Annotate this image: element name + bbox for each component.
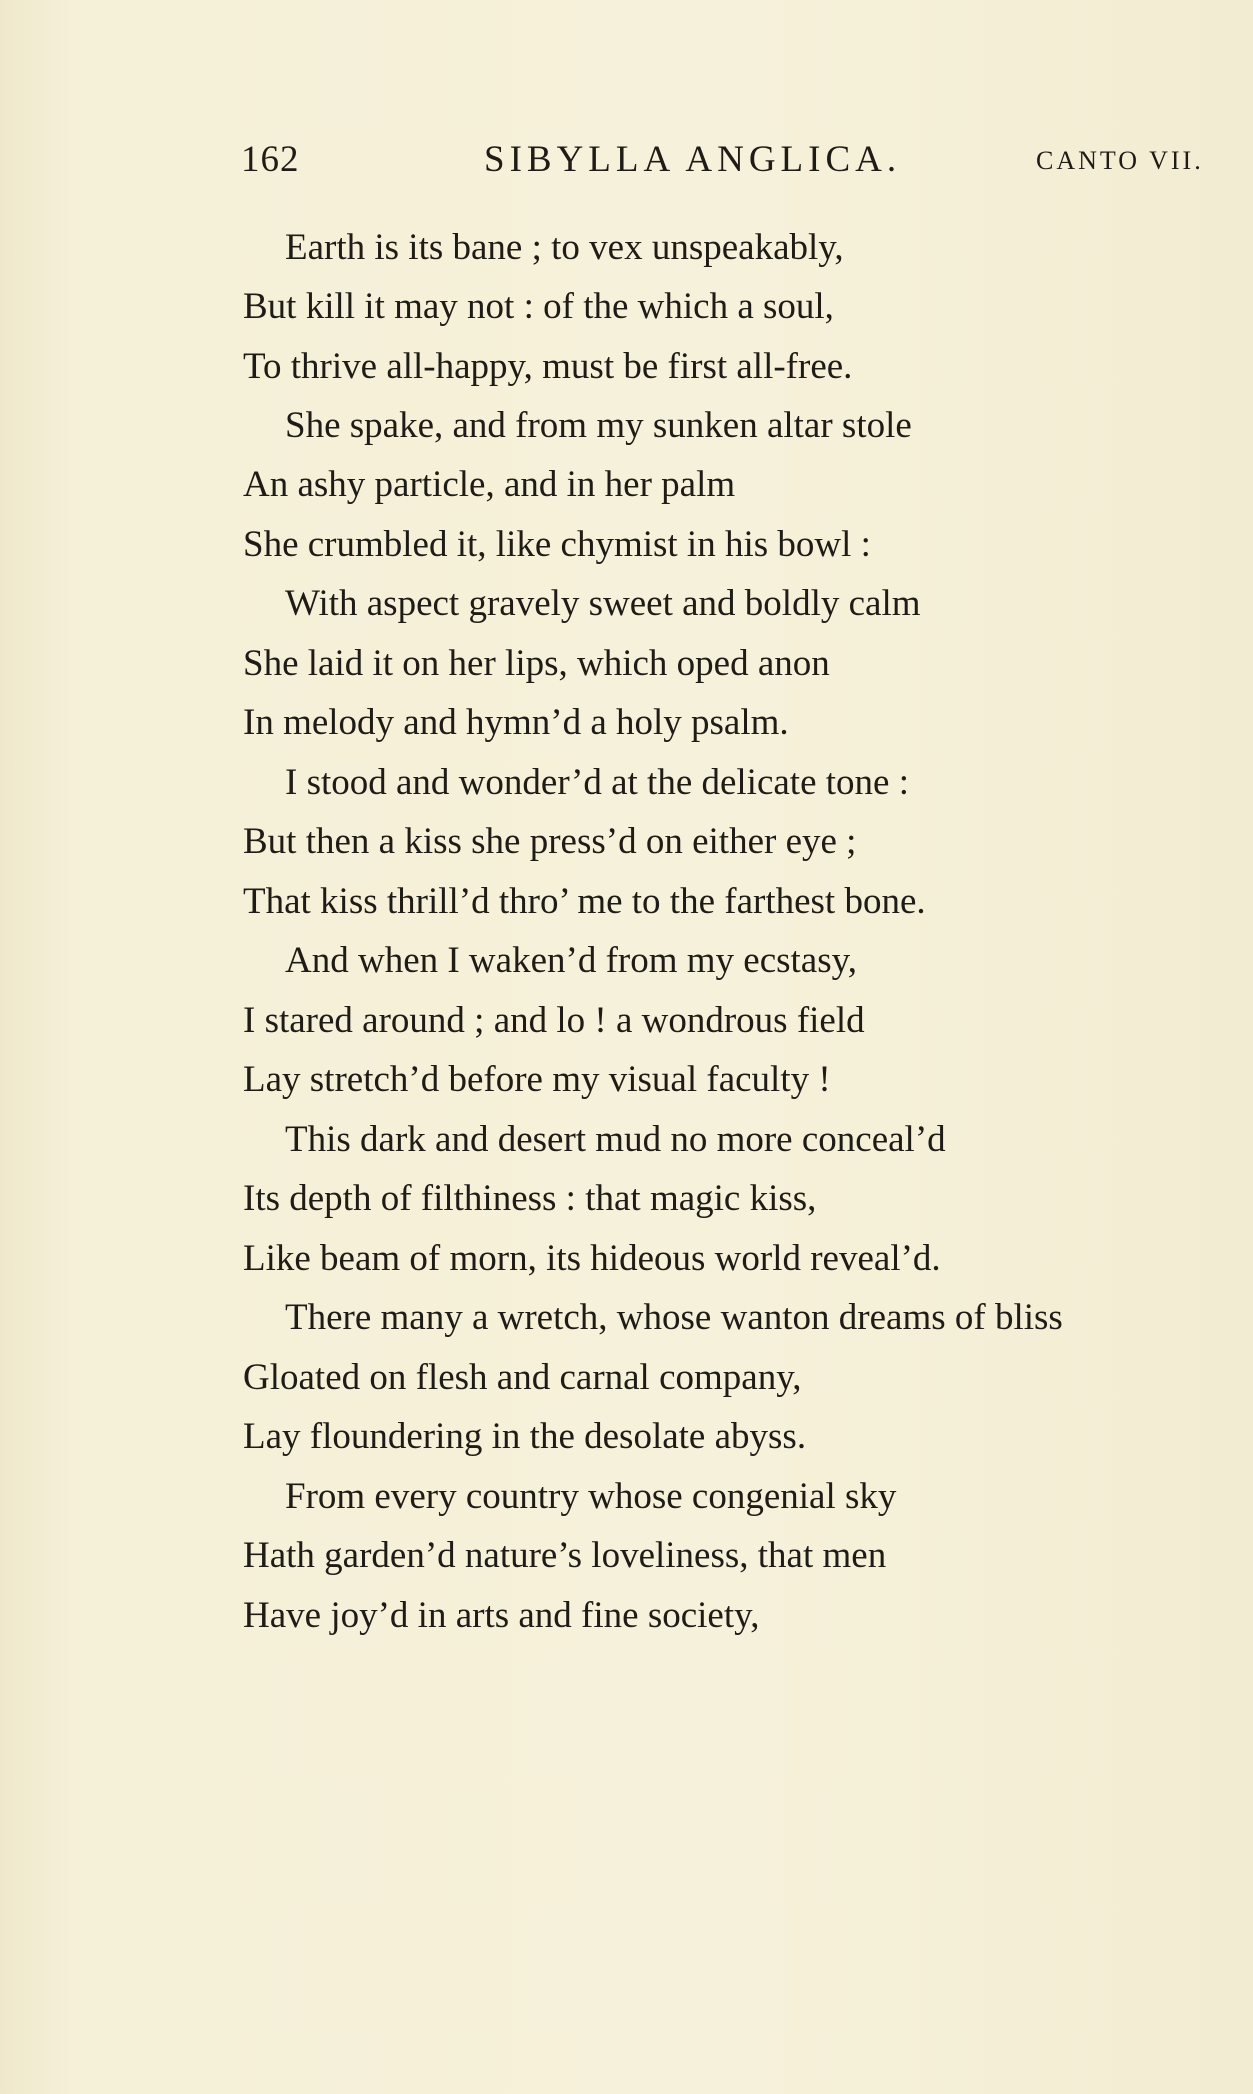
poem-line: With aspect gravely sweet and boldly calm	[285, 583, 921, 624]
poem-line: There many a wretch, whose wanton dreams of bliss	[285, 1297, 1063, 1338]
page-header	[0, 138, 1253, 178]
poem-line: I stood and wonder’d at the delicate tone :	[285, 762, 909, 803]
poem-line: But then a kiss she press’d on either eye ;	[243, 821, 857, 862]
running-title: SIBYLLA ANGLICA.	[484, 139, 902, 180]
poem-line: She spake, and from my sunken altar stole	[285, 405, 912, 446]
poem-line: Hath garden’d nature’s loveliness, that men	[243, 1535, 887, 1576]
poem-line: In melody and hymn’d a holy psalm.	[243, 702, 789, 743]
poem-line: She laid it on her lips, which oped anon	[243, 643, 830, 684]
poem-line: And when I waken’d from my ecstasy,	[285, 940, 857, 981]
poem-line: Lay floundering in the desolate abyss.	[243, 1416, 807, 1457]
poem-line: Gloated on flesh and carnal company,	[243, 1357, 802, 1398]
poem-line: But kill it may not : of the which a soul,	[243, 286, 834, 327]
poem-line: She crumbled it, like chymist in his bowl :	[243, 524, 871, 565]
poem-line: Its depth of filthiness : that magic kiss,	[243, 1178, 817, 1219]
poem-line: I stared around ; and lo ! a wondrous field	[243, 1000, 865, 1041]
poem-line: That kiss thrill’d thro’ me to the farthest bone.	[243, 881, 926, 922]
poem-line: Lay stretch’d before my visual faculty !	[243, 1059, 831, 1100]
poem-line: Have joy’d in arts and fine society,	[243, 1595, 760, 1636]
poem-line: An ashy particle, and in her palm	[243, 464, 736, 505]
poem-line: Like beam of morn, its hideous world reveal’d.	[243, 1238, 941, 1279]
canto-label: CANTO VII.	[1036, 146, 1204, 175]
page-number: 162	[241, 139, 300, 180]
poem-line: This dark and desert mud no more conceal’d	[285, 1119, 946, 1160]
poem-line: From every country whose congenial sky	[285, 1476, 897, 1517]
poem-line: To thrive all-happy, must be first all-free.	[243, 346, 853, 387]
poem-line: Earth is its bane ; to vex unspeakably,	[285, 227, 844, 268]
